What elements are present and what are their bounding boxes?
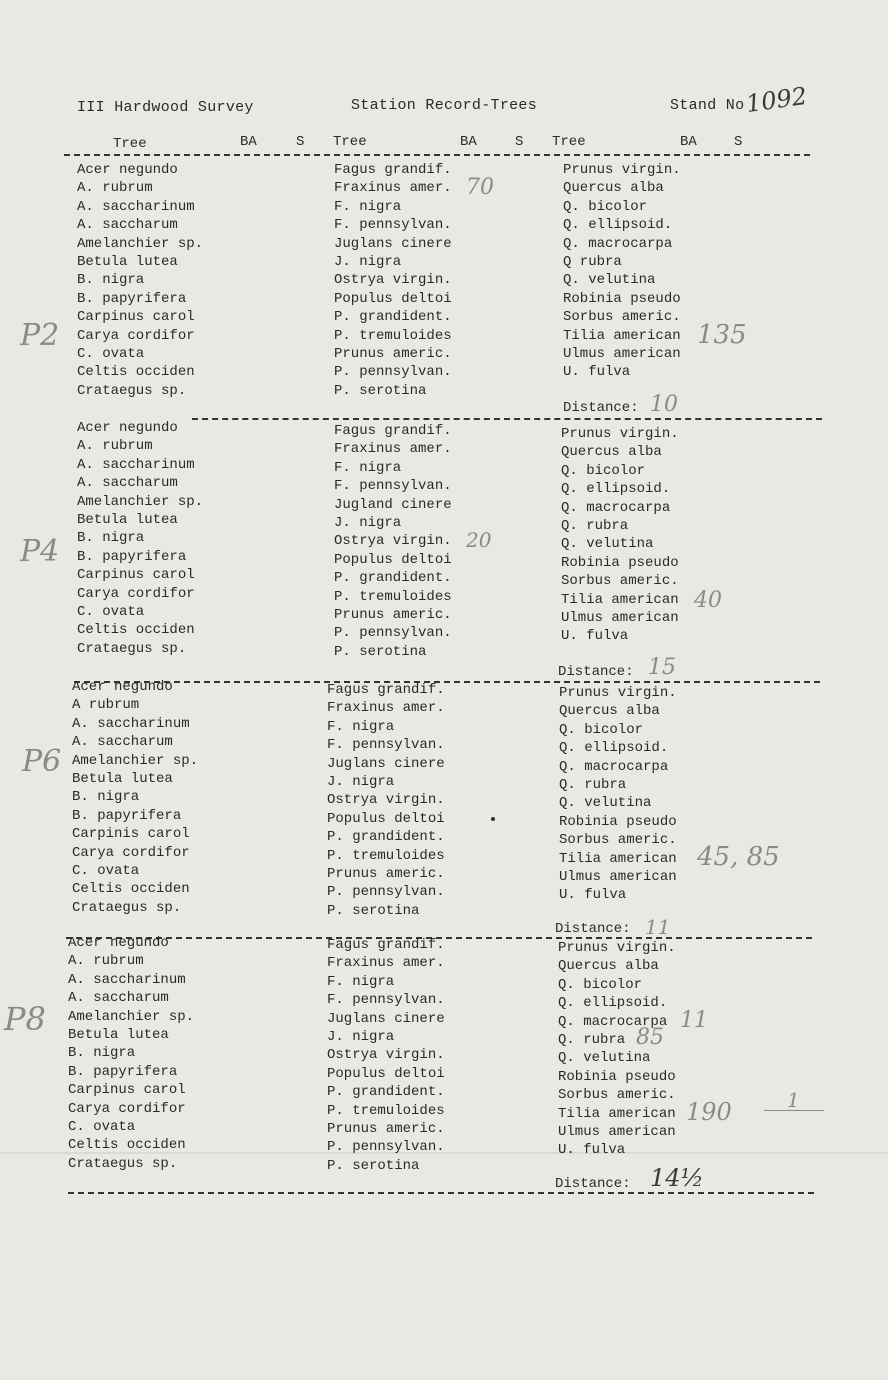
species-name: Populus deltoi — [334, 290, 452, 307]
species-name: Q. ellipsoid. — [561, 481, 671, 498]
section-1-col3 — [563, 161, 681, 382]
section-2-distance-label: Distance: — [558, 664, 634, 680]
section-2-col1 — [77, 419, 203, 658]
species-name: P. pennsylvan. — [334, 364, 452, 381]
species-name: Ostrya virgin. — [334, 272, 452, 289]
header-divider — [64, 154, 810, 156]
species-name: B. nigra — [68, 1045, 136, 1062]
section-4-plot-label: P8 — [4, 1000, 46, 1038]
species-name: P. pennsylvan. — [334, 625, 452, 642]
section-2-note: 20 — [466, 528, 492, 552]
species-name: Crataegus sp. — [72, 899, 182, 916]
col1-s-header: S — [296, 134, 305, 150]
species-name: A. rubrum — [77, 438, 153, 455]
section-4-col2 — [327, 936, 445, 1175]
species-name: A rubrum — [72, 697, 140, 714]
species-name: Carpinus carol — [77, 309, 195, 326]
species-name: U. fulva — [563, 364, 631, 381]
species-name: A. saccharum — [77, 217, 178, 234]
species-name: P. pennsylvan. — [327, 1139, 445, 1156]
species-name: Crataegus sp. — [77, 640, 187, 657]
species-name: Prunus americ. — [334, 345, 452, 362]
stand-label: Stand No — [670, 97, 745, 114]
col2-tree-header: Tree — [333, 134, 367, 150]
species-name: B. papyrifera — [77, 548, 187, 565]
species-name: J. nigra — [327, 773, 395, 790]
col1-tree-header: Tree — [113, 136, 147, 152]
section-1-note: 135 — [697, 320, 747, 350]
species-name: Carya cordifor — [68, 1100, 186, 1117]
species-name: C. ovata — [77, 603, 145, 620]
species-name: U. fulva — [559, 887, 627, 904]
species-name: Tilia american — [561, 591, 679, 608]
species-name: U. fulva — [561, 628, 629, 645]
species-name: Robinia pseudo — [559, 813, 677, 830]
species-name: P. tremuloides — [327, 847, 445, 864]
pencil-line — [764, 1110, 824, 1111]
col3-tree-header: Tree — [552, 134, 586, 150]
species-name: P. grandident. — [327, 829, 445, 846]
species-name: Fagus grandif. — [334, 423, 452, 439]
stand-number: 1092 — [744, 81, 809, 119]
bottom-divider — [68, 1192, 814, 1194]
species-name: Crataegus sp. — [77, 382, 187, 399]
species-name: P. tremuloides — [327, 1102, 445, 1119]
species-name: Acer negundo — [68, 935, 169, 951]
species-name: Prunus virgin. — [561, 426, 679, 442]
species-name: Prunus virgin. — [559, 685, 677, 701]
species-name: P. serotina — [327, 1157, 420, 1174]
species-name: P. grandident. — [334, 570, 452, 587]
species-name: Q. ellipsoid. — [563, 217, 673, 234]
section-3-distance-value: 11 — [645, 915, 671, 939]
species-name: Q. macrocarpa — [558, 1013, 668, 1030]
species-name: Robinia pseudo — [563, 290, 681, 307]
species-name: C. ovata — [77, 345, 145, 362]
species-name: J. nigra — [334, 514, 402, 531]
species-name: P. tremuloides — [334, 588, 452, 605]
species-name: F. pennsylvan. — [327, 992, 445, 1009]
species-name: Juglans cinere — [327, 755, 445, 772]
section-4-note: 11 — [680, 1008, 708, 1033]
species-name: Ostrya virgin. — [327, 792, 445, 809]
species-name: Tilia american — [559, 850, 677, 867]
species-name: Amelanchier sp. — [77, 493, 204, 510]
species-name: Q. rubra — [561, 517, 629, 534]
species-name: Betula lutea — [77, 511, 178, 528]
species-name: Celtis occiden — [72, 881, 190, 898]
species-name: Tilia american — [563, 327, 681, 344]
species-name: Q. velutina — [559, 795, 652, 812]
species-name: B. papyrifera — [72, 807, 182, 824]
species-name: A. rubrum — [68, 953, 144, 970]
species-name: F. pennsylvan. — [334, 217, 452, 234]
species-name: Carya cordifor — [72, 844, 190, 861]
species-name: Fraxinus amer. — [327, 700, 445, 717]
species-name: Q. velutina — [561, 536, 654, 553]
section-2-col2 — [334, 422, 452, 661]
species-name: A. saccharinum — [72, 715, 190, 732]
species-name: Prunus americ. — [327, 1120, 445, 1137]
species-name: P. serotina — [334, 643, 427, 660]
species-name: Populus deltoi — [327, 1065, 445, 1082]
section-3-plot-label: P6 — [22, 744, 62, 779]
species-name: A. saccharinum — [68, 971, 186, 988]
species-name: Ostrya virgin. — [334, 533, 452, 550]
species-name: A. saccharinum — [77, 198, 195, 215]
species-name: A. saccharinum — [77, 456, 195, 473]
species-name: Ostrya virgin. — [327, 1047, 445, 1064]
species-name: Betula lutea — [77, 253, 178, 270]
species-name: Q. macrocarpa — [561, 499, 671, 516]
species-name: Q. ellipsoid. — [559, 740, 669, 757]
species-name: Sorbus americ. — [558, 1087, 676, 1104]
species-name: Q rubra — [563, 253, 622, 270]
species-name: Quercus alba — [558, 958, 659, 975]
species-name: A. saccharum — [68, 990, 169, 1007]
species-name: Q. bicolor — [563, 198, 648, 215]
species-name: P. tremuloides — [334, 327, 452, 344]
species-name: Tilia american — [558, 1105, 676, 1122]
section-1-col2 — [334, 161, 452, 400]
species-name: P. serotina — [334, 382, 427, 399]
species-name: Sorbus americ. — [563, 309, 681, 326]
section-3-note: 45, 85 — [697, 842, 780, 872]
col1-ba-header: BA — [240, 134, 257, 150]
species-name: Acer negundo — [77, 162, 178, 178]
species-name: B. nigra — [77, 530, 145, 547]
species-name: Prunus virgin. — [563, 162, 681, 178]
species-name: Fraxinus amer. — [334, 441, 452, 458]
species-name: Jugland cinere — [334, 496, 452, 513]
species-name: Robinia pseudo — [561, 554, 679, 571]
species-name: Betula lutea — [68, 1026, 169, 1043]
species-name: Carpinus carol — [68, 1082, 186, 1099]
col3-s-header: S — [734, 134, 743, 150]
section-1-col1 — [77, 161, 203, 400]
species-name: Crataegus sp. — [68, 1155, 178, 1172]
species-name: C. ovata — [72, 862, 140, 879]
species-name: F. nigra — [327, 973, 395, 990]
species-name: Q. macrocarpa — [559, 758, 669, 775]
species-name: Q. bicolor — [561, 462, 646, 479]
species-name: Q. macrocarpa — [563, 235, 673, 252]
section-2-col3 — [561, 425, 679, 646]
species-name: P. serotina — [327, 902, 420, 919]
section-2-distance-value: 15 — [648, 655, 676, 680]
species-name: Fagus grandif. — [327, 682, 445, 698]
species-name: Sorbus americ. — [561, 573, 679, 590]
species-name: Amelanchier sp. — [72, 752, 199, 769]
species-name: Celtis occiden — [77, 622, 195, 639]
species-name: J. nigra — [334, 253, 402, 270]
species-name: B. papyrifera — [77, 290, 187, 307]
species-name: Celtis occiden — [68, 1137, 186, 1154]
species-name: B. nigra — [77, 272, 145, 289]
section-3-col1 — [72, 678, 198, 917]
species-name: Q. ellipsoid. — [558, 995, 668, 1012]
section-4-note: 85 — [636, 1025, 664, 1050]
col2-ba-header: BA — [460, 134, 477, 150]
species-name: F. pennsylvan. — [327, 737, 445, 754]
species-name: F. nigra — [334, 459, 402, 476]
species-name: Amelanchier sp. — [68, 1008, 195, 1025]
species-name: F. nigra — [334, 198, 402, 215]
species-name: U. fulva — [558, 1142, 626, 1159]
species-name: Fraxinus amer. — [327, 955, 445, 972]
species-name: Ulmus american — [563, 345, 681, 362]
species-name: Carpinus carol — [77, 567, 195, 584]
species-name: Q. rubra — [558, 1031, 626, 1048]
species-name: Fagus grandif. — [327, 937, 445, 953]
species-name: P. pennsylvan. — [327, 884, 445, 901]
species-name: Ulmus american — [561, 609, 679, 626]
species-name: Quercus alba — [559, 703, 660, 720]
species-name: Acer negundo — [77, 420, 178, 436]
species-name: Carya cordifor — [77, 585, 195, 602]
species-name: Q. bicolor — [558, 976, 643, 993]
species-name: Carya cordifor — [77, 327, 195, 344]
species-name: F. pennsylvan. — [334, 478, 452, 495]
section-1-note: 70 — [466, 175, 494, 200]
col2-s-header: S — [515, 134, 524, 150]
species-name: Sorbus americ. — [559, 832, 677, 849]
species-name: Populus deltoi — [334, 551, 452, 568]
species-name: Populus deltoi — [327, 810, 445, 827]
species-name: Q. velutina — [563, 272, 656, 289]
species-name: Prunus americ. — [327, 865, 445, 882]
species-name: Betula lutea — [72, 770, 173, 787]
survey-title: III Hardwood Survey — [77, 99, 254, 116]
species-name: Juglans cinere — [327, 1010, 445, 1027]
species-name: P. grandident. — [327, 1084, 445, 1101]
species-name: P. grandident. — [334, 309, 452, 326]
species-name: Ulmus american — [559, 868, 677, 885]
section-3-distance-label: Distance: — [555, 921, 631, 937]
section-divider — [192, 418, 822, 420]
species-name: Robinia pseudo — [558, 1068, 676, 1085]
section-4-col1 — [68, 934, 194, 1173]
species-name: Acer negundo — [72, 679, 173, 695]
species-name: A. rubrum — [77, 180, 153, 197]
species-name: Q. bicolor — [559, 721, 644, 738]
species-name: Prunus virgin. — [558, 940, 676, 956]
species-name: Quercus alba — [563, 180, 664, 197]
section-4-note: 1 — [787, 1088, 800, 1112]
record-title: Station Record-Trees — [351, 97, 538, 114]
section-2-plot-label: P4 — [20, 534, 60, 569]
section-4-note: 190 — [686, 1098, 732, 1126]
species-name: B. papyrifera — [68, 1063, 178, 1080]
species-name: Prunus americ. — [334, 606, 452, 623]
section-1-distance-value: 10 — [650, 392, 678, 417]
section-3-col3 — [559, 684, 677, 905]
species-name: C. ovata — [68, 1118, 136, 1135]
species-name: F. nigra — [327, 718, 395, 735]
ink-dot — [491, 817, 495, 821]
species-name: Juglans cinere — [334, 235, 452, 252]
section-2-note: 40 — [694, 588, 722, 613]
species-name: Amelanchier sp. — [77, 235, 204, 252]
section-3-col2 — [327, 681, 445, 920]
species-name: B. nigra — [72, 789, 140, 806]
section-1-distance-label: Distance: — [563, 400, 639, 416]
col3-ba-header: BA — [680, 134, 697, 150]
species-name: Fraxinus amer. — [334, 180, 452, 197]
species-name: A. saccharum — [72, 734, 173, 751]
section-4-distance-label: Distance: — [555, 1176, 631, 1192]
section-1-plot-label: P2 — [20, 318, 60, 353]
species-name: J. nigra — [327, 1028, 395, 1045]
species-name: Quercus alba — [561, 444, 662, 461]
species-name: Q. rubra — [559, 776, 627, 793]
species-name: Ulmus american — [558, 1123, 676, 1140]
species-name: Celtis occiden — [77, 364, 195, 381]
species-name: A. saccharum — [77, 475, 178, 492]
species-name: Fagus grandif. — [334, 162, 452, 178]
section-4-distance-value: 14½ — [650, 1164, 704, 1192]
species-name: Q. velutina — [558, 1050, 651, 1067]
species-name: Carpinis carol — [72, 826, 190, 843]
